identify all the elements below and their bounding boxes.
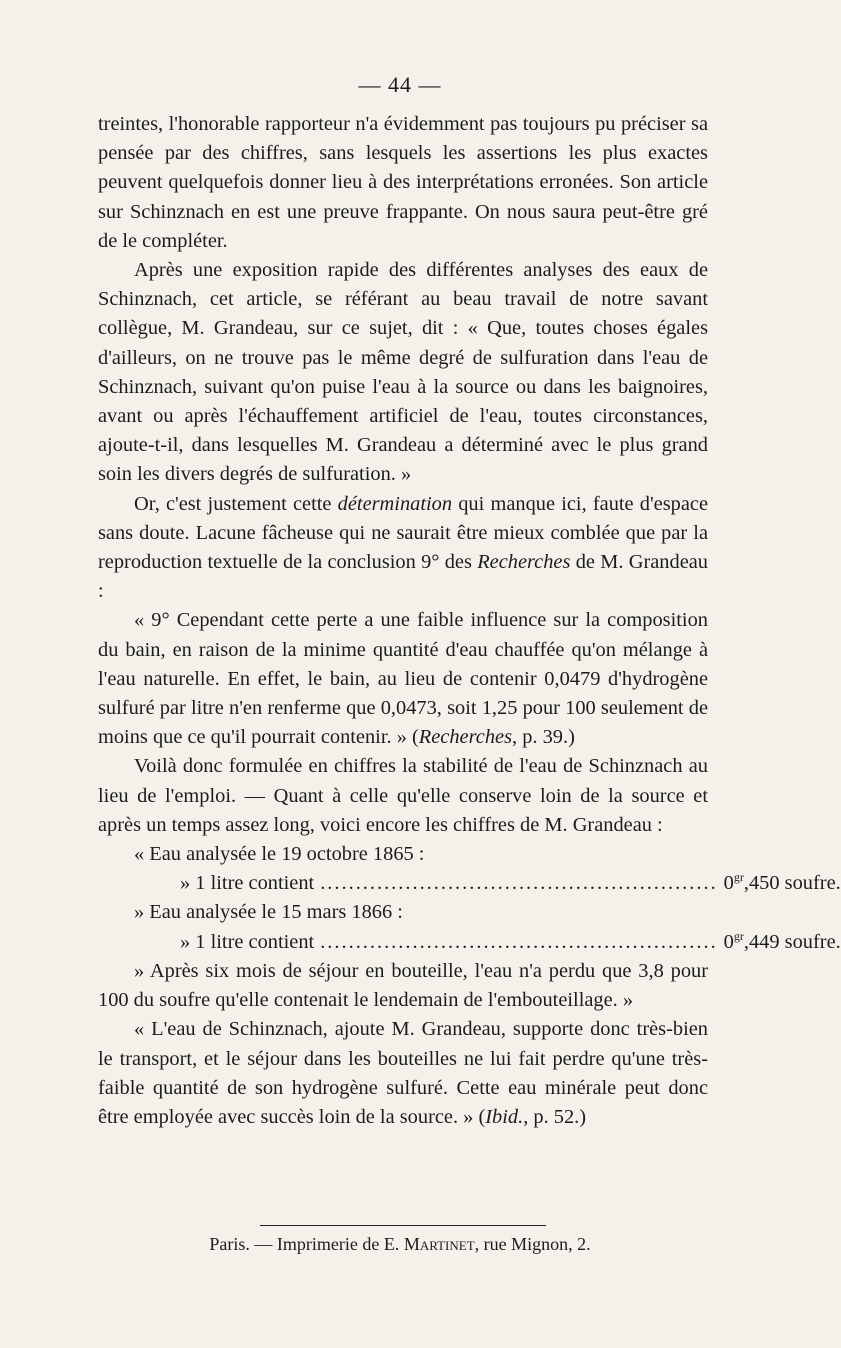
paragraph-5: Voilà donc formulée en chiffres la stabilité de l'eau de Schinznach au lieu de l'emploi. — Quant à celle qu'elle conserve loin de la source et après un temps assez long, voici encore les chiffres de M. Grandeau : — [98, 755, 708, 836]
emphasis-recherches: Recherches — [477, 551, 571, 574]
page-number: — 44 — — [358, 72, 442, 97]
paragraph-3 — [98, 490, 708, 607]
text-run: , rue Mignon, 2. — [474, 1234, 591, 1254]
text-run: Or, c'est justement cette — [134, 492, 338, 515]
body-text — [98, 110, 841, 1132]
analysis-2-value — [724, 928, 841, 957]
text-run: « 9° Cependant cette perte a une faible influence sur la composition du bain, en raison de la minime quantité d'eau chauffée qu'on mélange à l'eau naturelle. En effet, le bain, au lieu de contenir 0,0479 d'hydrogène sulfuré par litre n'en renferme que 0,0473, soit 1,25 pour 100 seulement de moins que ce qu'il pourrait contenir. » ( — [98, 609, 708, 749]
emphasis-determination: détermination — [337, 492, 453, 515]
text-run: « L'eau de Schinznach, ajoute M. Grandeau, supporte donc très-bien le transport, et le séjour dans les bouteilles ne lui fait perdre qu'une très-faible quantité de son hydrogène sulfuré. Cette eau minérale peut donc être employée avec succès loin de la source. » ( — [98, 1018, 708, 1128]
paragraph-1: treintes, l'honorable rapporteur n'a évidemment pas toujours pu préciser sa pensée par des chiffres, sans lesquels les assertions les plus exactes peuvent quelquefois donner lieu à des interprétations erronées. Son article sur Schinznach en est une preuve frappante. On nous saura peut-être gré de le compléter. — [98, 113, 708, 252]
printer-imprint — [0, 1234, 800, 1255]
value-unit: gr — [733, 928, 744, 943]
analysis-1-value — [724, 869, 841, 898]
paragraph-7 — [98, 1015, 708, 1132]
paragraph-6: » Après six mois de séjour en bouteille, l'eau n'a perdu que 3,8 pour 100 du soufre qu'elle contenait le lendemain de l'embouteillage. » — [98, 959, 708, 1012]
paragraph-2: Après une exposition rapide des différentes analyses des eaux de Schinznach, cet article, se référant au beau travail de notre savant collègue, M. Grandeau, sur ce sujet, dit : « Que, toutes choses égales d'ailleurs, on ne trouve pas le même degré de sulfuration dans l'eau de Schinznach, suivant qu'on puise l'eau à la source ou dans les baignoires, avant ou après l'échauffement artificiel de l'eau, toutes circonstances, ajoute-t-il, dans lesquelles M. Grandeau a déterminé avec le plus grand soin les divers degrés de sulfuration. » — [98, 259, 708, 486]
analysis-2-label: » 1 litre contient — [180, 930, 315, 953]
analysis-2-heading: » Eau analysée le 15 mars 1866 : — [134, 901, 403, 924]
text-run: de M. Grandeau : — [98, 551, 708, 603]
emphasis-ibid: Ibid. — [485, 1105, 524, 1128]
paragraph-4-quote — [98, 606, 708, 752]
analysis-1-label: » 1 litre contient — [180, 872, 315, 895]
value-part: 0 — [723, 872, 734, 895]
printer-name: Martinet — [403, 1234, 475, 1254]
analysis-2-line — [98, 928, 841, 957]
text-run: , p. 39.) — [512, 726, 575, 749]
text-run: Paris. — Imprimerie de E. — [209, 1234, 404, 1254]
text-run: , p. 52.) — [523, 1105, 587, 1128]
value-unit: gr — [733, 870, 744, 885]
dot-leader: ........................................................ — [320, 872, 718, 895]
analysis-1-heading: « Eau analysée le 19 octobre 1865 : — [134, 843, 425, 866]
value-part: ,450 soufre. — [743, 872, 841, 895]
analysis-1-line — [98, 869, 841, 898]
emphasis-recherches: Recherches — [418, 726, 513, 749]
dot-leader: ........................................................ — [320, 930, 718, 953]
text-run: qui manque ici, faute d'espace sans doute. Lacune fâcheuse qui ne saurait être mieux comblée que par la reproduction textuelle de la conclusion 9° des — [98, 492, 708, 574]
footer-rule — [260, 1225, 546, 1226]
value-part: 0 — [723, 930, 734, 953]
value-part: ,449 soufre. — [743, 930, 841, 953]
